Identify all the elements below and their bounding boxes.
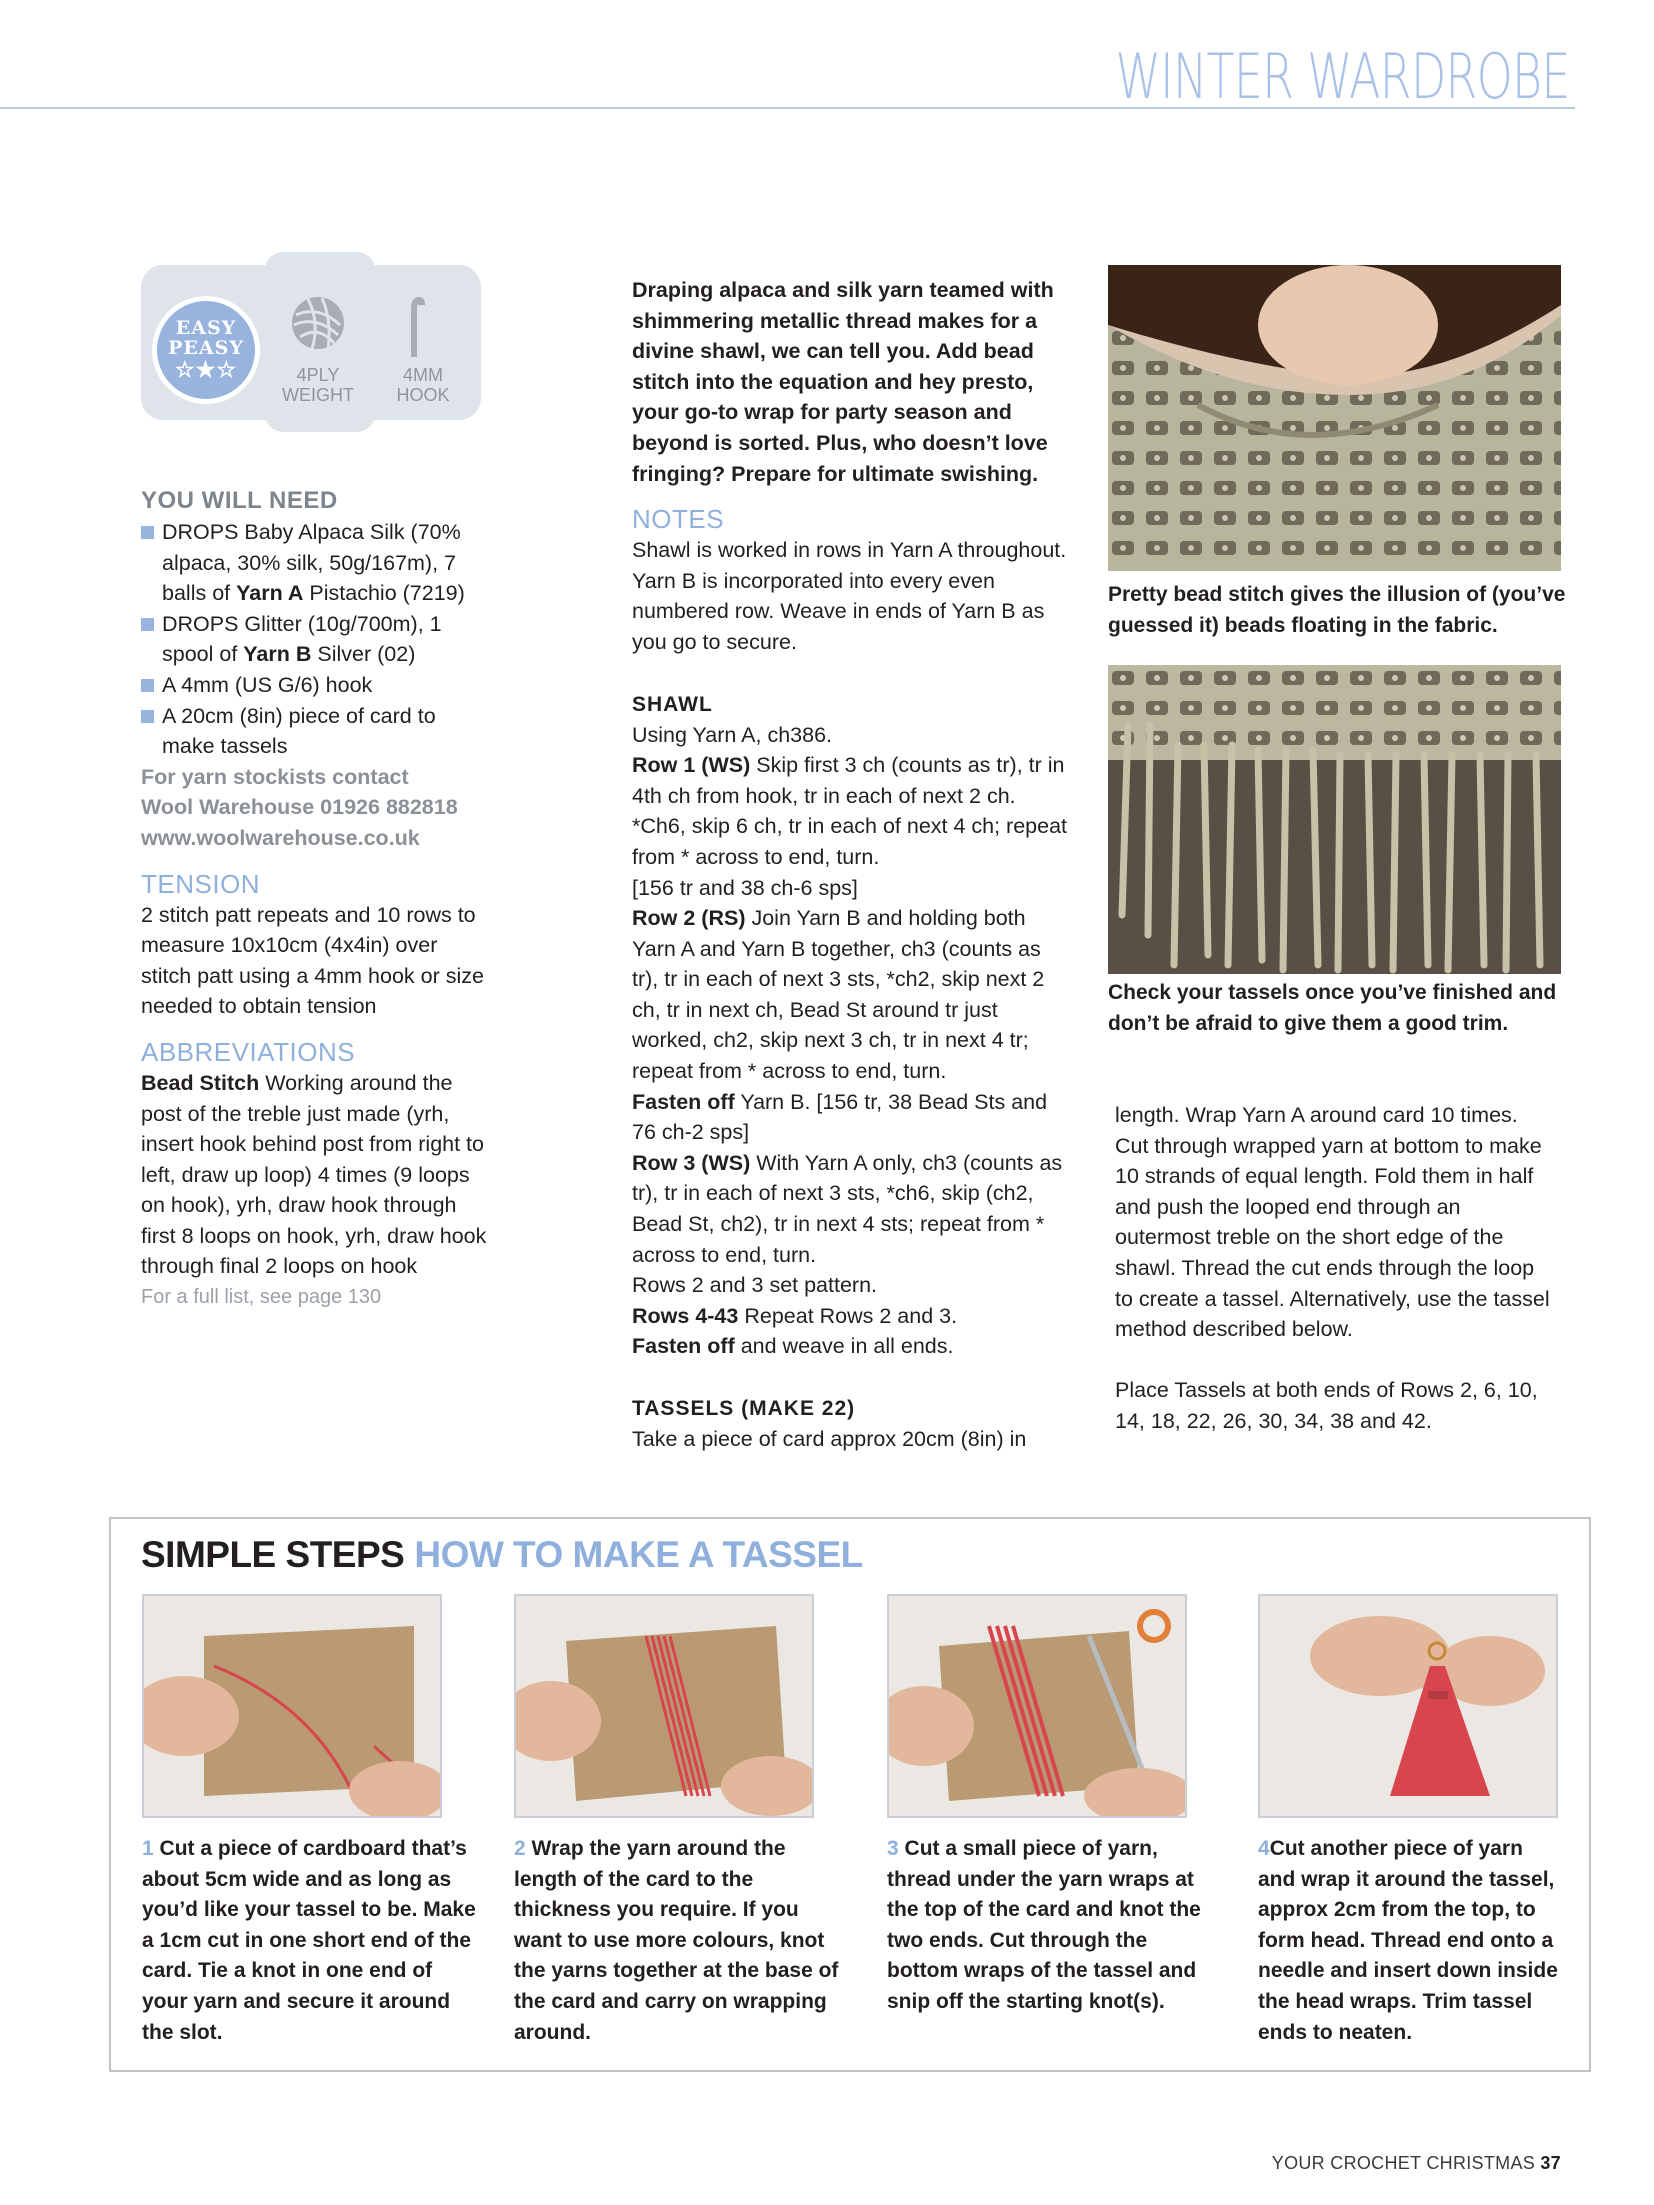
step-4-image: [1258, 1594, 1558, 1818]
row-label: Row 1 (WS): [632, 753, 751, 778]
materials-item: [141, 517, 491, 609]
materials-text: DROPS Baby Alpaca Silk (70% alpaca, 30% silk, 50g/167m), 7 balls of: [162, 520, 461, 606]
row-text: Repeat Rows 2 and 3.: [738, 1303, 958, 1328]
right-column: [1115, 1100, 1555, 1437]
yarn-weight-label: [278, 365, 358, 405]
materials-text: A 4mm (US G/6) hook: [162, 672, 373, 697]
tassels-text-start: Take a piece of card approx 20cm (8in) in: [632, 1427, 1027, 1451]
difficulty-line1: EASY: [175, 316, 237, 339]
you-will-need-heading: YOU WILL NEED: [141, 487, 338, 514]
step-1-text: [142, 1834, 477, 2048]
abbreviation-definition: Working around the post of the treble just made (yrh, insert hook behind post from right to left, draw up loop) 4 times (9 loops on hook), yrh, draw hook through first 8 loops on hook, yrh, draw hook through final 2 loops on hook: [141, 1070, 487, 1279]
step-1-image: [142, 1594, 442, 1818]
step-number: 4: [1258, 1837, 1270, 1860]
tassels-text-continued: length. Wrap Yarn A around card 10 times. Cut through wrapped yarn at bottom to make 10 strands of equal length. Fold them in half and push the looped end through an outermost treble on the short edge of the shawl. Thread the cut ends through the loop to create a tassel. Alternatively, use the tassel method described below.: [1115, 1103, 1550, 1342]
full-list-reference: For a full list, see page 130: [141, 1286, 382, 1309]
yarn-weight-line2: WEIGHT: [282, 385, 354, 405]
materials-item: [141, 609, 491, 670]
hook-size-label: [383, 365, 463, 405]
tassels-heading: TASSELS (MAKE 22): [632, 1397, 856, 1420]
intro-text: Draping alpaca and silk yarn teamed with shimmering metallic thread makes for a divine shawl, we can tell you. Add bead stitch into the equation and hey presto, your go-to wrap for party season and beyond is sorted. Plus, who doesn’t love fringing? Prepare for ultimate swishing.: [632, 278, 1054, 486]
row-text: and weave in all ends.: [734, 1334, 954, 1359]
row-label: Fasten off: [632, 1089, 735, 1114]
step-number: 1: [142, 1837, 154, 1860]
notes-text: Shawl is worked in rows in Yarn A throughout. Yarn B is incorporated into every even numbered row. Weave in ends of Yarn B as you go to secure.: [632, 538, 1067, 654]
tassels-placement: Place Tassels at both ends of Rows 2, 6, 10, 14, 18, 22, 26, 30, 34, 38 and 42.: [1115, 1378, 1538, 1433]
steps-title-black: SIMPLE STEPS: [141, 1534, 405, 1575]
stockist-url[interactable]: www.woolwarehouse.co.uk: [141, 825, 420, 850]
tension-heading: TENSION: [141, 868, 261, 899]
materials-item: [141, 701, 491, 762]
notes-heading: NOTES: [632, 504, 725, 535]
yarn-b-label: Yarn B: [243, 642, 312, 667]
step-instructions: Cut a piece of cardboard that’s about 5cm wide and as long as you’d like your tassel to be. Make a 1cm cut in one short end of the card. Tie a knot in one end of your yarn and secure it around the slot.: [142, 1837, 476, 2044]
step-instructions: Cut a small piece of yarn, thread under the yarn wraps at the top of the card and knot the two ends. Cut through the bottom wraps of the tassel and snip off the starting knot(s).: [887, 1837, 1201, 2013]
row-label: Fasten off: [632, 1334, 735, 1359]
middle-column: [632, 275, 1072, 1455]
section-title: WINTER WARDROBE: [1115, 40, 1570, 113]
materials-text: Pistachio (7219): [303, 581, 465, 606]
hook-line2: HOOK: [396, 385, 450, 405]
yarn-a-label: Yarn A: [236, 581, 304, 606]
magazine-name: YOUR CROCHET CHRISTMAS: [1271, 2153, 1541, 2173]
shawl-heading: SHAWL: [632, 692, 713, 716]
materials-item: [141, 670, 491, 701]
row-1: [632, 750, 1072, 872]
materials-text: Silver (02): [311, 642, 416, 667]
row-2: [632, 903, 1072, 1087]
bullet-square-icon: [141, 618, 154, 631]
yarn-weight-line1: 4PLY: [296, 365, 340, 385]
left-column: [141, 485, 491, 1313]
materials-text: A 20cm (8in) piece of card to make tassels: [162, 703, 436, 759]
difficulty-line2: PEASY: [168, 336, 244, 359]
row-label: Row 3 (WS): [632, 1150, 751, 1175]
abbreviation-entry: [141, 1068, 491, 1282]
row-1-count: [156 tr and 38 ch-6 sps]: [632, 875, 858, 900]
row-text: Yarn B. [156 tr, 38 Bead Sts and 76 ch-2 sps]: [632, 1089, 1048, 1145]
fasten-off-b: [632, 1087, 1072, 1148]
step-3-text: [887, 1834, 1217, 2018]
fasten-off-final: [632, 1331, 1072, 1362]
abbreviations-heading: ABBREVIATIONS: [141, 1036, 356, 1067]
row-label: Row 2 (RS): [632, 906, 746, 931]
stockist-contact: For yarn stockists contact: [141, 764, 409, 789]
bullet-square-icon: [141, 710, 154, 723]
difficulty-stars: ☆★☆: [174, 356, 238, 383]
yarn-ball-icon: [290, 295, 346, 351]
steps-title-blue: HOW TO MAKE A TASSEL: [414, 1534, 863, 1575]
stockist-phone: Wool Warehouse 01926 882818: [141, 795, 458, 820]
row-text: With Yarn A only, ch3 (counts as tr), tr in each of next 3 sts, *ch6, skip (ch2, Bead St, ch2), tr in next 4 sts; repeat from * across to end, turn.: [632, 1150, 1063, 1267]
tension-text: 2 stitch patt repeats and 10 rows to measure 10x10cm (4x4in) over stitch patt using a 4mm hook or size needed to obtain tension: [141, 902, 484, 1019]
shawl-start: Using Yarn A, ch386.: [632, 722, 832, 747]
materials-text: DROPS Glitter (10g/700m), 1 spool of: [162, 611, 442, 667]
row-text: Skip first 3 ch (counts as tr), tr in 4th ch from hook, tr in each of next 2 ch. *Ch6, skip 6 ch, tr in each of next 4 ch; repeat from * across to end, turn.: [632, 753, 1068, 869]
bullet-square-icon: [141, 526, 154, 539]
row-label: Rows 4-43: [632, 1303, 739, 1328]
rows-4-43: [632, 1301, 1072, 1332]
page-number: 37: [1540, 2153, 1561, 2173]
step-number: 2: [514, 1837, 526, 1860]
step-instructions: Wrap the yarn around the length of the card to the thickness you require. If you want to use more colours, knot the yarns together at the base of the card and carry on wrapping around.: [514, 1837, 839, 2044]
set-pattern: Rows 2 and 3 set pattern.: [632, 1273, 878, 1298]
difficulty-badge: [152, 296, 260, 404]
row-3: [632, 1148, 1072, 1270]
photo-caption-2: Check your tassels once you’ve finished and don’t be afraid to give them a good trim.: [1108, 981, 1557, 1035]
step-number: 3: [887, 1837, 899, 1860]
simple-steps-title: [141, 1534, 863, 1576]
hook-line1: 4MM: [403, 365, 443, 385]
abbreviation-term: Bead Stitch: [141, 1070, 260, 1095]
row-text: Join Yarn B and holding both Yarn A and Yarn B together, ch3 (counts as tr), tr in each of next 3 sts, *ch2, skip next 2 ch, tr in next ch, Bead St around tr just worked, ch2, skip next 3 ch, tr in next 4 tr; repeat from * across to end, turn.: [632, 906, 1045, 1084]
step-2-image: [514, 1594, 814, 1818]
step-2-text: [514, 1834, 844, 2048]
step-3-image: [887, 1594, 1187, 1818]
shawl-photo-model: [1108, 265, 1561, 571]
shawl-photo-tassels: [1108, 665, 1561, 974]
bullet-square-icon: [141, 679, 154, 692]
step-4-text: [1258, 1834, 1563, 2048]
photo-caption-1: Pretty bead stitch gives the illusion of (you’ve guessed it) beads floating in the fabric.: [1108, 583, 1566, 637]
crochet-hook-icon: [403, 295, 427, 357]
step-instructions: Cut another piece of yarn and wrap it around the tassel, approx 2cm from the top, to form head. Thread end onto a needle and insert down inside the head wraps. Trim tassel ends to neaten.: [1258, 1837, 1558, 2044]
page-footer: [1272, 2153, 1561, 2174]
